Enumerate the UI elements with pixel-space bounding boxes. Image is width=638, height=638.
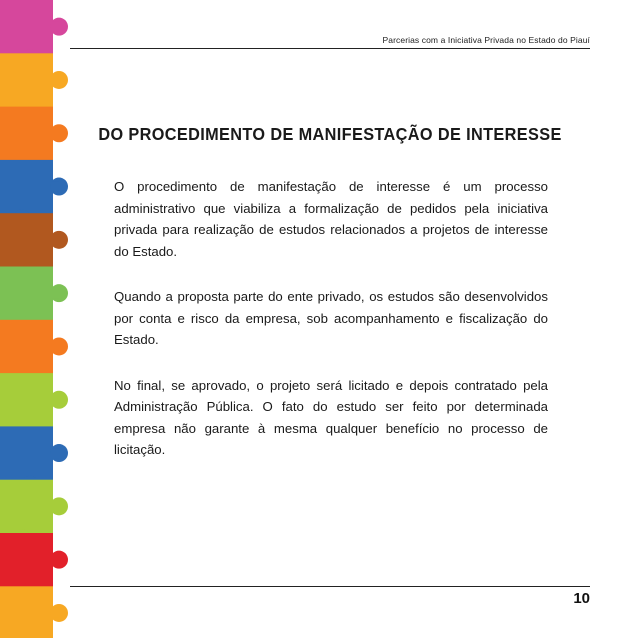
puzzle-piece xyxy=(0,533,68,587)
puzzle-pieces-graphic xyxy=(0,0,75,638)
puzzle-piece xyxy=(0,213,68,267)
section-title: DO PROCEDIMENTO DE MANIFESTAÇÃO DE INTERESSE xyxy=(98,124,562,144)
puzzle-piece xyxy=(0,480,68,534)
paragraph-3: No final, se aprovado, o projeto será licitado e depois contratado pela Administração Pública. O fato do estudo ser feito por determinada empresa não garante à mesma qualquer benefício no processo de licitação. xyxy=(114,377,548,457)
section-body xyxy=(114,176,548,485)
page-number: 10 xyxy=(573,590,590,607)
running-header: Parcerias com a Iniciativa Privada no Estado do Piauí xyxy=(382,35,590,45)
puzzle-piece xyxy=(0,160,68,214)
paragraph-1: O procedimento de manifestação de interesse é um processo administrativo que viabiliza a formalização de pedidos pela iniciativa privada para realização de estudos relacionados a projetos de interesse do Estado. xyxy=(114,179,548,259)
puzzle-piece xyxy=(0,373,68,427)
puzzle-piece xyxy=(0,267,68,321)
puzzle-piece xyxy=(0,107,68,161)
header-rule xyxy=(70,48,590,49)
puzzle-piece xyxy=(0,320,68,374)
puzzle-piece xyxy=(0,0,68,54)
paragraph-2: Quando a proposta parte do ente privado, os estudos são desenvolvidos por conta e risco da empresa, sob acompanhamento e fiscalização do Estado. xyxy=(114,289,548,347)
footer-rule xyxy=(70,586,590,587)
puzzle-piece xyxy=(0,586,68,638)
puzzle-piece xyxy=(0,53,68,107)
puzzle-decoration xyxy=(0,0,75,638)
puzzle-piece xyxy=(0,426,68,480)
